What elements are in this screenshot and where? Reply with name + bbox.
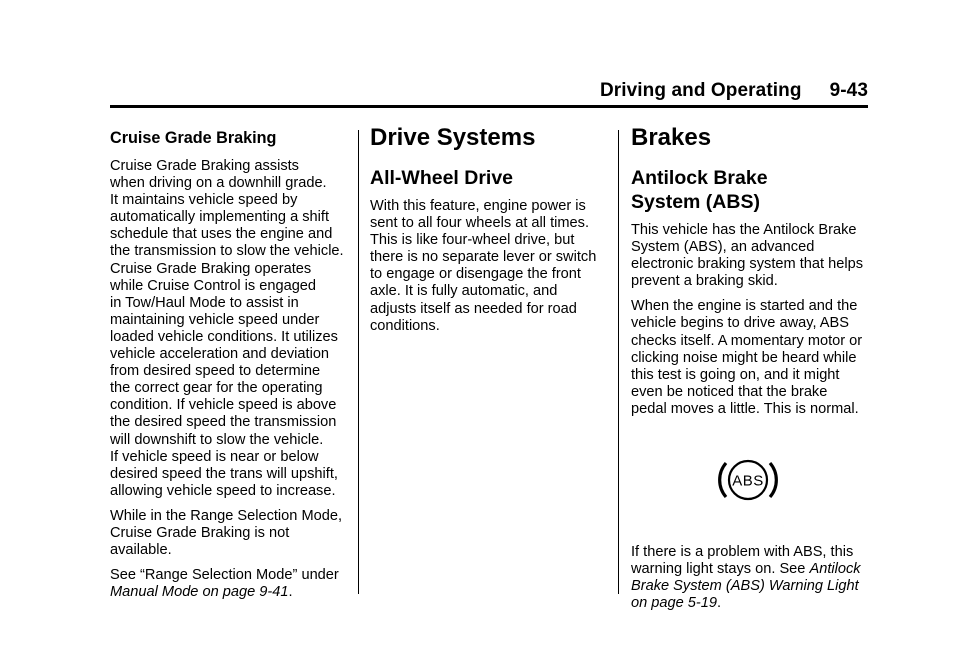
- abs-problem-prefix: If there is a problem with ABS, this warning light stays on. See: [631, 544, 854, 578]
- abs-intro-text: This vehicle has the Antilock Brake System (ABS), an advanced electronic braking system that helps prevent a braking skid.: [631, 222, 863, 290]
- abs-selfcheck-text: When the engine is started and the vehicle begins to drive away, ABS checks itself. A momentary motor or clicking noise might be heard while this test is going on, and it might even be noticed that the brake pedal moves a little. This is normal.: [631, 298, 863, 417]
- column-3: [631, 122, 875, 620]
- manual-mode-link[interactable]: Manual Mode on page 9-41: [110, 584, 289, 601]
- column-1: [110, 122, 350, 609]
- column-divider-1: [358, 130, 359, 594]
- drive-systems-title: Drive Systems: [370, 124, 536, 151]
- page-number: 9-43: [829, 80, 868, 101]
- header-rule: [110, 105, 868, 108]
- section-name: Driving and Operating: [599, 80, 802, 101]
- see-reference-suffix: .: [288, 584, 293, 601]
- abs-icon-area: [631, 446, 875, 538]
- see-reference-prefix: See “Range Selection Mode” under: [110, 567, 339, 584]
- abs-heading: Antilock Brake System (ABS): [631, 167, 768, 213]
- brakes-title: Brakes: [631, 124, 712, 151]
- header-title: [600, 80, 868, 102]
- all-wheel-drive-heading: All-Wheel Drive: [370, 167, 514, 189]
- cruise-grade-braking-heading: Cruise Grade Braking: [110, 129, 277, 147]
- cruise-grade-braking-text: Cruise Grade Braking assists when driving on a downhill grade. It maintains vehicle speed by automatically implementing a shift schedule that uses the engine and the transmission to slow the vehicle. Cruise Grade Braking operates while Cruise Control is engaged in Tow/Haul Mode to assist in maintaining vehicle speed under loaded vehicle conditions. It utilizes vehicle acceleration and deviation from desired speed to determine the correct gear for the operating condition. If vehicle speed is above the desired speed the transmission will downshift to slow the vehicle. If vehicle speed is near or below desired speed the trans will upshift, allowing vehicle speed to increase.: [110, 158, 344, 499]
- abs-problem-text: [631, 544, 875, 612]
- see-reference-text: [110, 567, 350, 601]
- page-header: [110, 78, 868, 108]
- column-2: [370, 122, 612, 343]
- column-divider-2: [618, 130, 619, 594]
- abs-warning-icon: [713, 454, 783, 506]
- abs-icon-label: ABS: [732, 472, 764, 490]
- all-wheel-drive-text: With this feature, engine power is sent to all four wheels at all times. This is like four-wheel drive, but there is no separate lever or switch to engage or disengage the front axle. It is fully automatic, and adjusts itself as needed for road conditions.: [370, 198, 597, 334]
- range-selection-text: While in the Range Selection Mode, Cruise Grade Braking is not available.: [110, 507, 343, 559]
- abs-warning-light-link[interactable]: Antilock Brake System (ABS) Warning Light on page 5-19: [631, 561, 861, 612]
- abs-problem-suffix: .: [717, 595, 722, 612]
